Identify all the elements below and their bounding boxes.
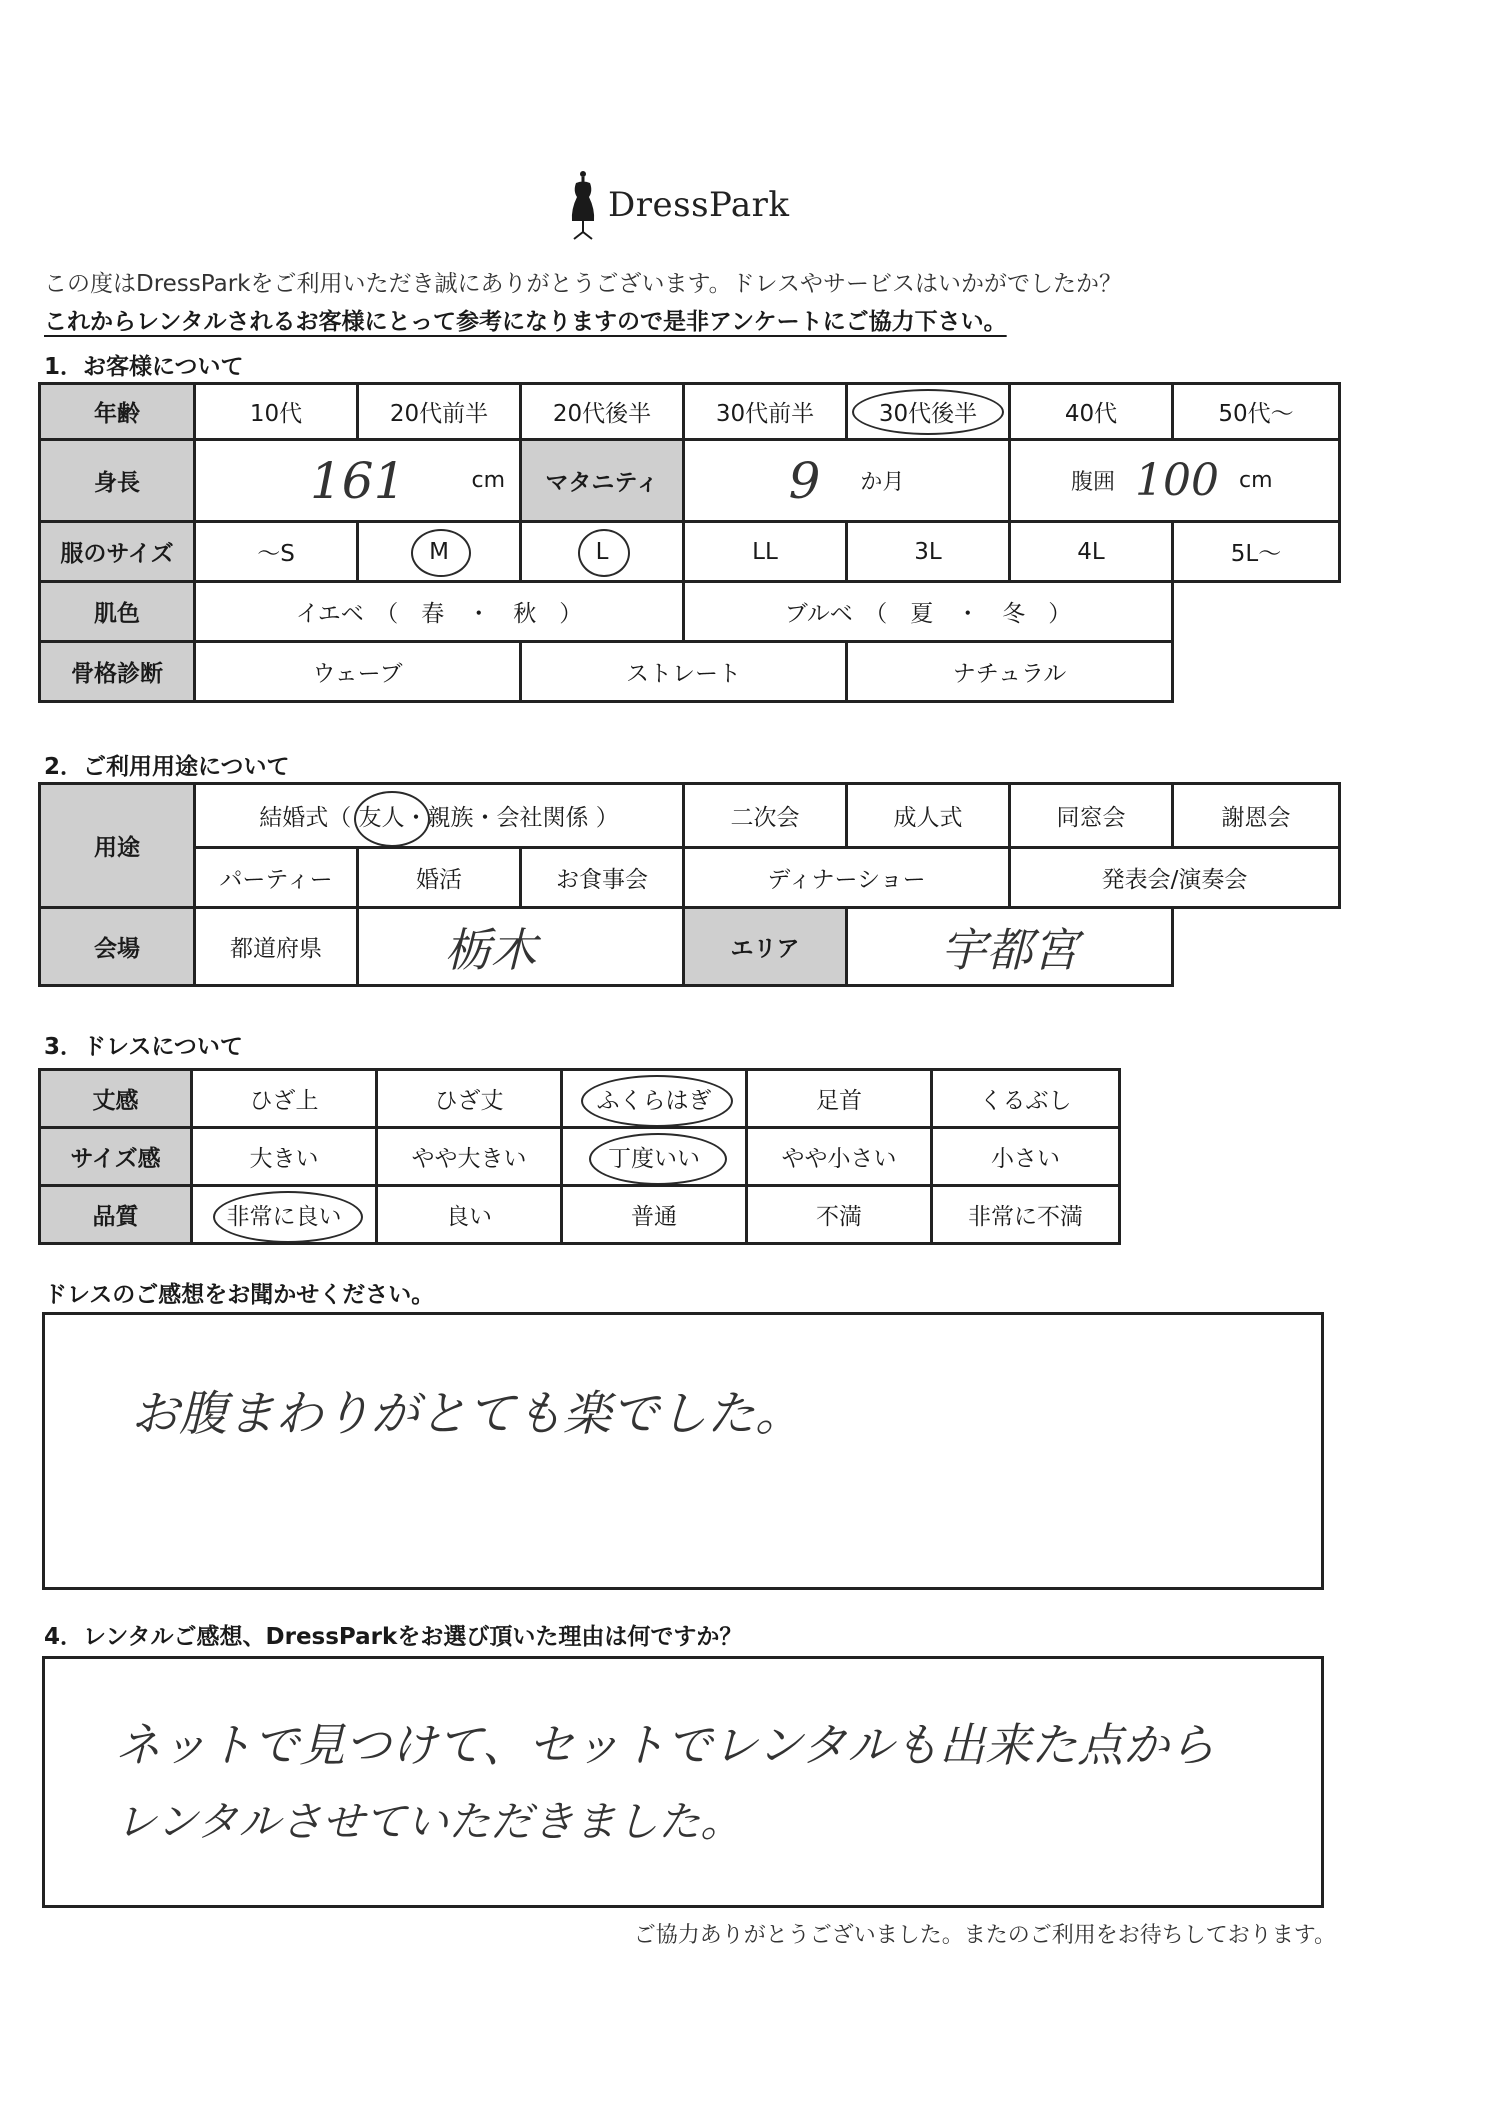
skin-label: 肌色 — [40, 582, 195, 642]
fit-option[interactable]: やや大きい — [377, 1128, 562, 1186]
age-option-label: 30代後半 — [878, 401, 978, 427]
waist-field[interactable] — [1010, 440, 1340, 522]
area-label: エリア — [684, 908, 847, 986]
maternity-field[interactable] — [684, 440, 1010, 522]
quality-option[interactable]: 不満 — [747, 1186, 932, 1244]
purpose-option[interactable]: 成人式 — [847, 784, 1010, 848]
frame-label: 骨格診断 — [40, 642, 195, 702]
quality-option[interactable]: 普通 — [562, 1186, 747, 1244]
section-2-title: 2．ご利用用途について — [44, 754, 290, 780]
usage-table — [38, 782, 1341, 987]
maternity-value: 9 — [788, 451, 821, 510]
length-option[interactable]: ひざ丈 — [377, 1070, 562, 1128]
height-field[interactable] — [195, 440, 521, 522]
purpose-option[interactable]: パーティー — [195, 848, 358, 908]
height-value: 161 — [310, 451, 406, 510]
empty-cell — [1173, 642, 1340, 702]
age-row — [40, 384, 1340, 440]
section-4-title: 4．レンタルご感想、DressParkをお選び頂いた理由は何ですか？ — [44, 1624, 743, 1650]
dress-comment-box[interactable] — [42, 1312, 1324, 1590]
section-3-title: 3．ドレスについて — [44, 1034, 243, 1060]
quality-option-label: 非常に良い — [226, 1204, 342, 1230]
waist-unit: cm — [1239, 468, 1273, 493]
quality-row — [40, 1186, 1120, 1244]
age-option[interactable]: 20代後半 — [521, 384, 684, 440]
length-option[interactable]: ひざ上 — [192, 1070, 377, 1128]
purpose-option[interactable]: 婚活 — [358, 848, 521, 908]
length-option-selected[interactable] — [562, 1070, 747, 1128]
purpose-option[interactable]: 二次会 — [684, 784, 847, 848]
empty-cell — [1173, 908, 1340, 986]
height-label: 身長 — [40, 440, 195, 522]
purpose-option[interactable]: ディナーショー — [684, 848, 1010, 908]
size-option-label: M — [429, 538, 449, 565]
empty-cell — [1173, 582, 1340, 642]
size-row — [40, 522, 1340, 582]
fit-option-selected[interactable] — [562, 1128, 747, 1186]
purpose-option[interactable]: お食事会 — [521, 848, 684, 908]
wedding-option-label: 結婚式（ 友人・親族・会社関係 ） — [259, 805, 619, 831]
age-option[interactable]: 50代～ — [1173, 384, 1340, 440]
purpose-option[interactable]: 謝恩会 — [1173, 784, 1340, 848]
intro-text: この度はDressParkをご利用いただき誠にありがとうございます。ドレスやサービスはいかがでしたか？ — [44, 271, 1122, 297]
size-option[interactable]: 5L～ — [1173, 522, 1340, 582]
age-option[interactable]: 10代 — [195, 384, 358, 440]
waist-label: 腹囲 — [1071, 470, 1116, 495]
age-option[interactable]: 40代 — [1010, 384, 1173, 440]
dress-table — [38, 1068, 1121, 1245]
length-label: 丈感 — [40, 1070, 192, 1128]
frame-option[interactable]: ウェーブ — [195, 642, 521, 702]
skin-blue-option[interactable]: ブルベ （ 夏 ・ 冬 ） — [684, 582, 1173, 642]
size-option-label: L — [595, 538, 609, 565]
quality-option[interactable]: 非常に不満 — [932, 1186, 1120, 1244]
size-option[interactable]: LL — [684, 522, 847, 582]
quality-option[interactable]: 良い — [377, 1186, 562, 1244]
fit-option[interactable]: 小さい — [932, 1128, 1120, 1186]
wedding-option[interactable] — [195, 784, 684, 848]
body-row — [40, 440, 1340, 522]
fit-option-label: 丁度いい — [608, 1146, 700, 1172]
maternity-label: マタニティ — [521, 440, 684, 522]
dress-form-icon — [568, 169, 598, 241]
waist-value: 100 — [1135, 455, 1219, 506]
purpose-row-1 — [40, 784, 1340, 848]
brand-name: DressPark — [608, 185, 790, 225]
size-option[interactable]: 3L — [847, 522, 1010, 582]
age-option[interactable]: 30代前半 — [684, 384, 847, 440]
length-option-label: ふくらはぎ — [596, 1088, 712, 1114]
purpose-option[interactable]: 発表会/演奏会 — [1010, 848, 1340, 908]
age-option[interactable]: 20代前半 — [358, 384, 521, 440]
size-option[interactable]: 4L — [1010, 522, 1173, 582]
frame-option[interactable]: ナチュラル — [847, 642, 1173, 702]
area-field[interactable] — [847, 908, 1173, 986]
venue-label: 会場 — [40, 908, 195, 986]
maternity-unit: か月 — [860, 470, 905, 495]
length-row — [40, 1070, 1120, 1128]
dress-comment-text: お腹まわりがとても楽でした。 — [131, 1386, 804, 1442]
intro-request: これからレンタルされるお客様にとって参考になりますので是非アンケートにご協力下さい。 — [44, 309, 1007, 335]
frame-row — [40, 642, 1340, 702]
reason-answer-line-2: レンタルさせていただきました。 — [115, 1797, 743, 1846]
frame-option[interactable]: ストレート — [521, 642, 847, 702]
quality-option-selected[interactable] — [192, 1186, 377, 1244]
length-option[interactable]: くるぶし — [932, 1070, 1120, 1128]
brand-logo — [568, 165, 790, 245]
purpose-label: 用途 — [40, 784, 195, 908]
area-value: 宇都宮 — [940, 922, 1079, 977]
customer-table — [38, 382, 1341, 703]
height-unit: cm — [471, 468, 505, 493]
fit-option[interactable]: 大きい — [192, 1128, 377, 1186]
size-option-selected[interactable] — [358, 522, 521, 582]
venue-row — [40, 908, 1340, 986]
section-1-title: 1．お客様について — [44, 354, 244, 380]
skin-row — [40, 582, 1340, 642]
size-option[interactable]: ～S — [195, 522, 358, 582]
skin-yellow-option[interactable]: イエベ （ 春 ・ 秋 ） — [195, 582, 684, 642]
purpose-row-2 — [40, 848, 1340, 908]
fit-label: サイズ感 — [40, 1128, 192, 1186]
size-option-selected[interactable] — [521, 522, 684, 582]
fit-row — [40, 1128, 1120, 1186]
age-label: 年齢 — [40, 384, 195, 440]
prefecture-label: 都道府県 — [195, 908, 358, 986]
age-option-selected[interactable] — [847, 384, 1010, 440]
prefecture-value: 栃木 — [444, 922, 537, 977]
quality-label: 品質 — [40, 1186, 192, 1244]
fit-option[interactable]: やや小さい — [747, 1128, 932, 1186]
purpose-option[interactable]: 同窓会 — [1010, 784, 1173, 848]
length-option[interactable]: 足首 — [747, 1070, 932, 1128]
dress-comment-prompt: ドレスのご感想をお聞かせください。 — [44, 1282, 435, 1308]
closing-thanks: ご協力ありがとうございました。またのご利用をお待ちしております。 — [633, 1923, 1336, 1948]
size-label: 服のサイズ — [40, 522, 195, 582]
prefecture-field[interactable] — [358, 908, 684, 986]
reason-answer-line-1: ネットで見つけて、セットでレンタルも出来た点から — [115, 1718, 1216, 1772]
reason-answer-box[interactable] — [42, 1656, 1324, 1908]
